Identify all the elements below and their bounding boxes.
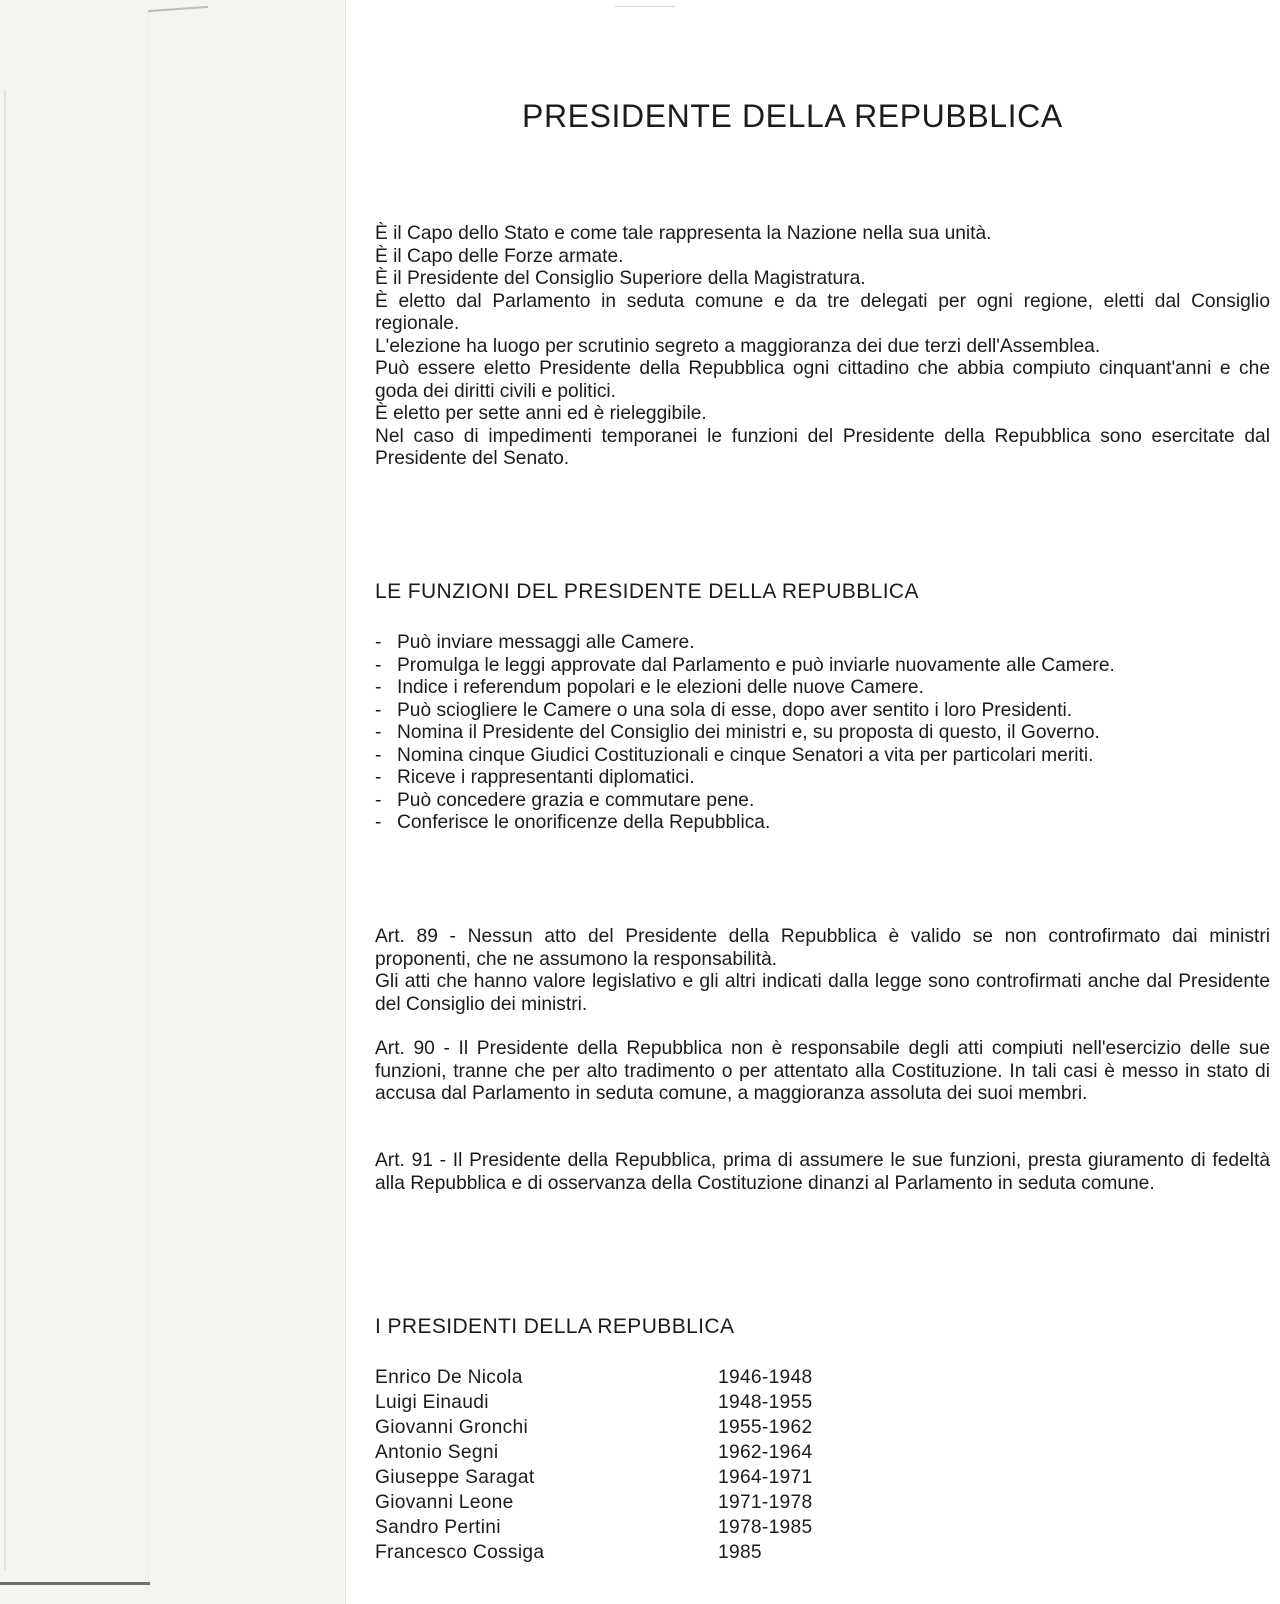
article-paragraph: Art. 89 - Nessun atto del Presidente della Repubblica è valido se non controfirmato dai ministri proponenti, che ne assumono la responsabilità. [375,926,1270,970]
president-name: Antonio Segni [375,1442,499,1463]
list-item [375,722,1270,745]
article-90 [375,1038,1270,1106]
list-item-text: Nomina il Presidente del Consiglio dei ministri e, su proposta di questo, il Governo. [397,722,1100,743]
intro-paragraph: È il Capo delle Forze armate. [375,245,624,267]
scan-edge-line [4,90,6,1570]
president-term: 1985 [718,1542,762,1563]
bullet-dash: - [375,767,382,788]
intro-paragraph: Può essere eletto Presidente della Repubblica ogni cittadino che abbia compiuto cinquant'anni e che goda dei diritti civili e politici. [375,358,1270,402]
table-row [375,1440,975,1465]
list-item [375,767,1270,790]
presidents-heading: I PRESIDENTI DELLA REPUBBLICA [375,1315,735,1338]
bullet-dash: - [375,789,382,811]
list-item [375,700,1270,723]
article-paragraph: Art. 90 - Il Presidente della Repubblica non è responsabile degli atti compiuti nell'esercizio delle sue funzioni, tranne che per alto tradimento o per attentato alla Costituzione. In tali casi è messo in stato di accusa dal Parlamento in seduta comune, a maggioranza assoluta dei suoi membri. [375,1038,1270,1104]
president-name: Giovanni Leone [375,1492,514,1513]
list-item [375,745,1270,768]
list-item-text: Può concedere grazia e commutare pene. [397,789,755,811]
list-item [375,812,1270,835]
list-item [375,632,1270,655]
presidents-table [375,1365,975,1565]
list-item [375,677,1270,700]
president-name: Francesco Cossiga [375,1542,545,1563]
list-item-text: Indice i referendum popolari e le elezioni delle nuove Camere. [397,677,924,698]
bullet-dash: - [375,812,382,833]
scan-mark [0,1582,150,1585]
article-91 [375,1150,1270,1195]
page-left-margin-strip [0,0,346,1604]
intro-paragraph: È eletto dal Parlamento in seduta comune e da tre delegati per ogni regione, eletti dal Consiglio regionale. [375,290,1270,334]
list-item [375,655,1270,678]
intro-paragraph: L'elezione ha luogo per scrutinio segreto a maggioranza dei due terzi dell'Assemblea. [375,335,1101,357]
bullet-dash: - [375,722,382,743]
bullet-dash: - [375,677,382,698]
president-term: 1946-1948 [718,1367,813,1388]
president-term: 1948-1955 [718,1392,813,1413]
list-item-text: Promulga le leggi approvate dal Parlamento e può inviarle nuovamente alle Camere. [397,654,1115,676]
intro-paragraph: È il Capo dello Stato e come tale rappresenta la Nazione nella sua unità. [375,223,992,244]
list-item-text: Nomina cinque Giudici Costituzionali e cinque Senatori a vita per particolari meriti. [397,744,1094,766]
president-term: 1962-1964 [718,1442,813,1463]
president-term: 1978-1985 [718,1517,813,1538]
bullet-dash: - [375,654,382,676]
bullet-dash: - [375,744,382,766]
article-89 [375,926,1270,1016]
table-row [375,1490,975,1515]
list-item-text: Conferisce le onorificenze della Repubblica. [397,812,771,833]
table-row [375,1540,975,1565]
president-name: Enrico De Nicola [375,1367,523,1388]
intro-paragraph: È eletto per sette anni ed è rieleggibile. [375,403,707,424]
president-name: Giuseppe Saragat [375,1467,535,1488]
article-paragraph: Art. 91 - Il Presidente della Repubblica, prima di assumere le sue funzioni, presta giuramento di fedeltà alla Repubblica e di osservanza della Costituzione dinanzi al Parlamento in seduta comune. [375,1150,1270,1194]
bullet-dash: - [375,699,382,721]
intro-paragraph: È il Presidente del Consiglio Superiore della Magistratura. [375,268,866,289]
scan-fold-line [148,10,149,1594]
document-page [375,0,1270,1604]
table-row [375,1365,975,1390]
table-row [375,1390,975,1415]
president-name: Giovanni Gronchi [375,1417,529,1438]
president-name: Sandro Pertini [375,1517,501,1538]
intro-section [375,223,1270,471]
list-item-text: Può inviare messaggi alle Camere. [397,632,695,653]
functions-list [375,632,1270,835]
page-title: PRESIDENTE DELLA REPUBBLICA [522,98,1063,134]
list-item-text: Può sciogliere le Camere o una sola di esse, dopo aver sentito i loro Presidenti. [397,699,1073,721]
list-item-text: Riceve i rappresentanti diplomatici. [397,767,695,788]
bullet-dash: - [375,632,382,653]
intro-paragraph: Nel caso di impedimenti temporanei le funzioni del Presidente della Repubblica sono esercitate dal Presidente del Senato. [375,425,1270,469]
president-term: 1971-1978 [718,1492,813,1513]
president-term: 1955-1962 [718,1417,813,1438]
functions-heading: LE FUNZIONI DEL PRESIDENTE DELLA REPUBBLICA [375,580,919,603]
list-item [375,790,1270,813]
article-paragraph: Gli atti che hanno valore legislativo e gli altri indicati dalla legge sono controfirmati anche dal Presidente del Consiglio dei ministri. [375,971,1270,1015]
president-name: Luigi Einaudi [375,1392,489,1413]
table-row [375,1465,975,1490]
president-term: 1964-1971 [718,1467,813,1488]
table-row [375,1515,975,1540]
table-row [375,1415,975,1440]
